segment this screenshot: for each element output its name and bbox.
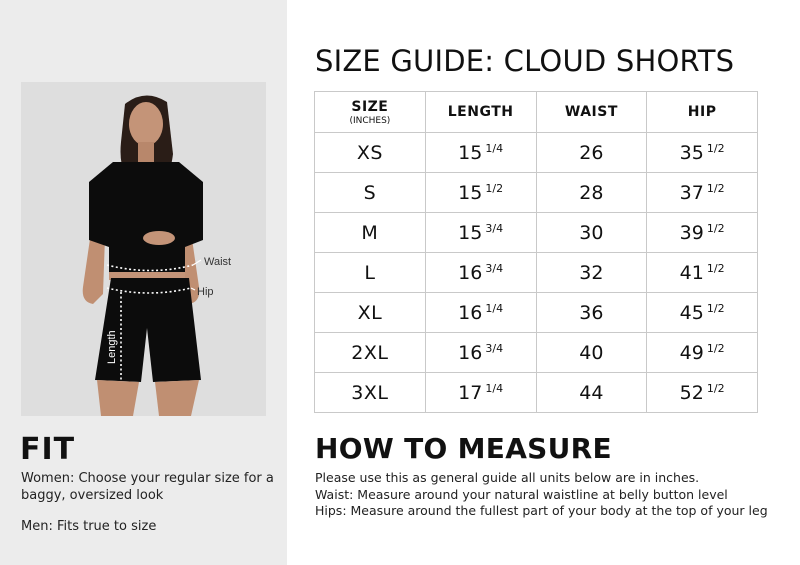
size-cell: 2XL xyxy=(315,333,426,373)
hip-cell: 35 $^{1/2}$ xyxy=(647,133,758,173)
size-cell: 3XL xyxy=(315,373,426,413)
length-cell: 15 $^{3/4}$ xyxy=(425,213,536,253)
model-illustration xyxy=(21,82,266,416)
fit-panel xyxy=(0,0,287,565)
waist-cell: 32 xyxy=(536,253,647,293)
fit-men-text: Men: Fits true to size xyxy=(21,519,157,534)
right-leg-shape xyxy=(155,380,199,416)
table-row xyxy=(315,173,758,213)
left-leg-shape xyxy=(97,380,139,416)
header-waist: WAIST xyxy=(536,92,647,133)
hip-cell: 39 $^{1/2}$ xyxy=(647,213,758,253)
waist-cell: 44 xyxy=(536,373,647,413)
table-header-row xyxy=(315,92,758,133)
fit-heading: FIT xyxy=(20,432,76,467)
hand-shape xyxy=(143,231,175,245)
measure-hips-text: Hips: Measure around the fullest part of your body at the top of your leg xyxy=(315,503,768,518)
length-cell: 16 $^{3/4}$ xyxy=(425,333,536,373)
waist-cell: 40 xyxy=(536,333,647,373)
measure-waist-text: Waist: Measure around your natural waistline at belly button level xyxy=(315,487,728,502)
size-cell: M xyxy=(315,213,426,253)
fit-women-text: Women: Choose your regular size for a baggy, oversized look xyxy=(21,471,274,503)
header-hip: HIP xyxy=(647,92,758,133)
table-row xyxy=(315,253,758,293)
waist-cell: 28 xyxy=(536,173,647,213)
length-cell: 16 $^{3/4}$ xyxy=(425,253,536,293)
length-cell: 16 $^{1/4}$ xyxy=(425,293,536,333)
measure-general-text: Please use this as general guide all units below are in inches. xyxy=(315,470,700,485)
length-cell: 17 $^{1/4}$ xyxy=(425,373,536,413)
table-row xyxy=(315,373,758,413)
how-to-measure-heading: HOW TO MEASURE xyxy=(315,432,612,465)
header-size-unit: (INCHES) xyxy=(349,115,391,126)
header-size: SIZE (INCHES) xyxy=(315,92,426,133)
waist-label: Waist xyxy=(204,256,232,268)
waist-cell: 26 xyxy=(536,133,647,173)
size-cell: XS xyxy=(315,133,426,173)
hip-cell: 41 $^{1/2}$ xyxy=(647,253,758,293)
size-table xyxy=(314,91,758,413)
hip-cell: 49 $^{1/2}$ xyxy=(647,333,758,373)
model-photo xyxy=(21,82,266,416)
header-length: LENGTH xyxy=(425,92,536,133)
face-shape xyxy=(129,102,163,146)
hip-cell: 52 $^{1/2}$ xyxy=(647,373,758,413)
hip-label: Hip xyxy=(197,286,214,298)
page-title: SIZE GUIDE: CLOUD SHORTS xyxy=(315,44,735,78)
size-cell: XL xyxy=(315,293,426,333)
length-label: Length xyxy=(106,330,118,364)
hip-cell: 37 $^{1/2}$ xyxy=(647,173,758,213)
table-row xyxy=(315,133,758,173)
waist-cell: 30 xyxy=(536,213,647,253)
waist-cell: 36 xyxy=(536,293,647,333)
table-row xyxy=(315,293,758,333)
size-cell: L xyxy=(315,253,426,293)
hip-cell: 45 $^{1/2}$ xyxy=(647,293,758,333)
table-row xyxy=(315,213,758,253)
length-cell: 15 $^{1/2}$ xyxy=(425,173,536,213)
length-cell: 15 $^{1/4}$ xyxy=(425,133,536,173)
size-cell: S xyxy=(315,173,426,213)
table-row xyxy=(315,333,758,373)
